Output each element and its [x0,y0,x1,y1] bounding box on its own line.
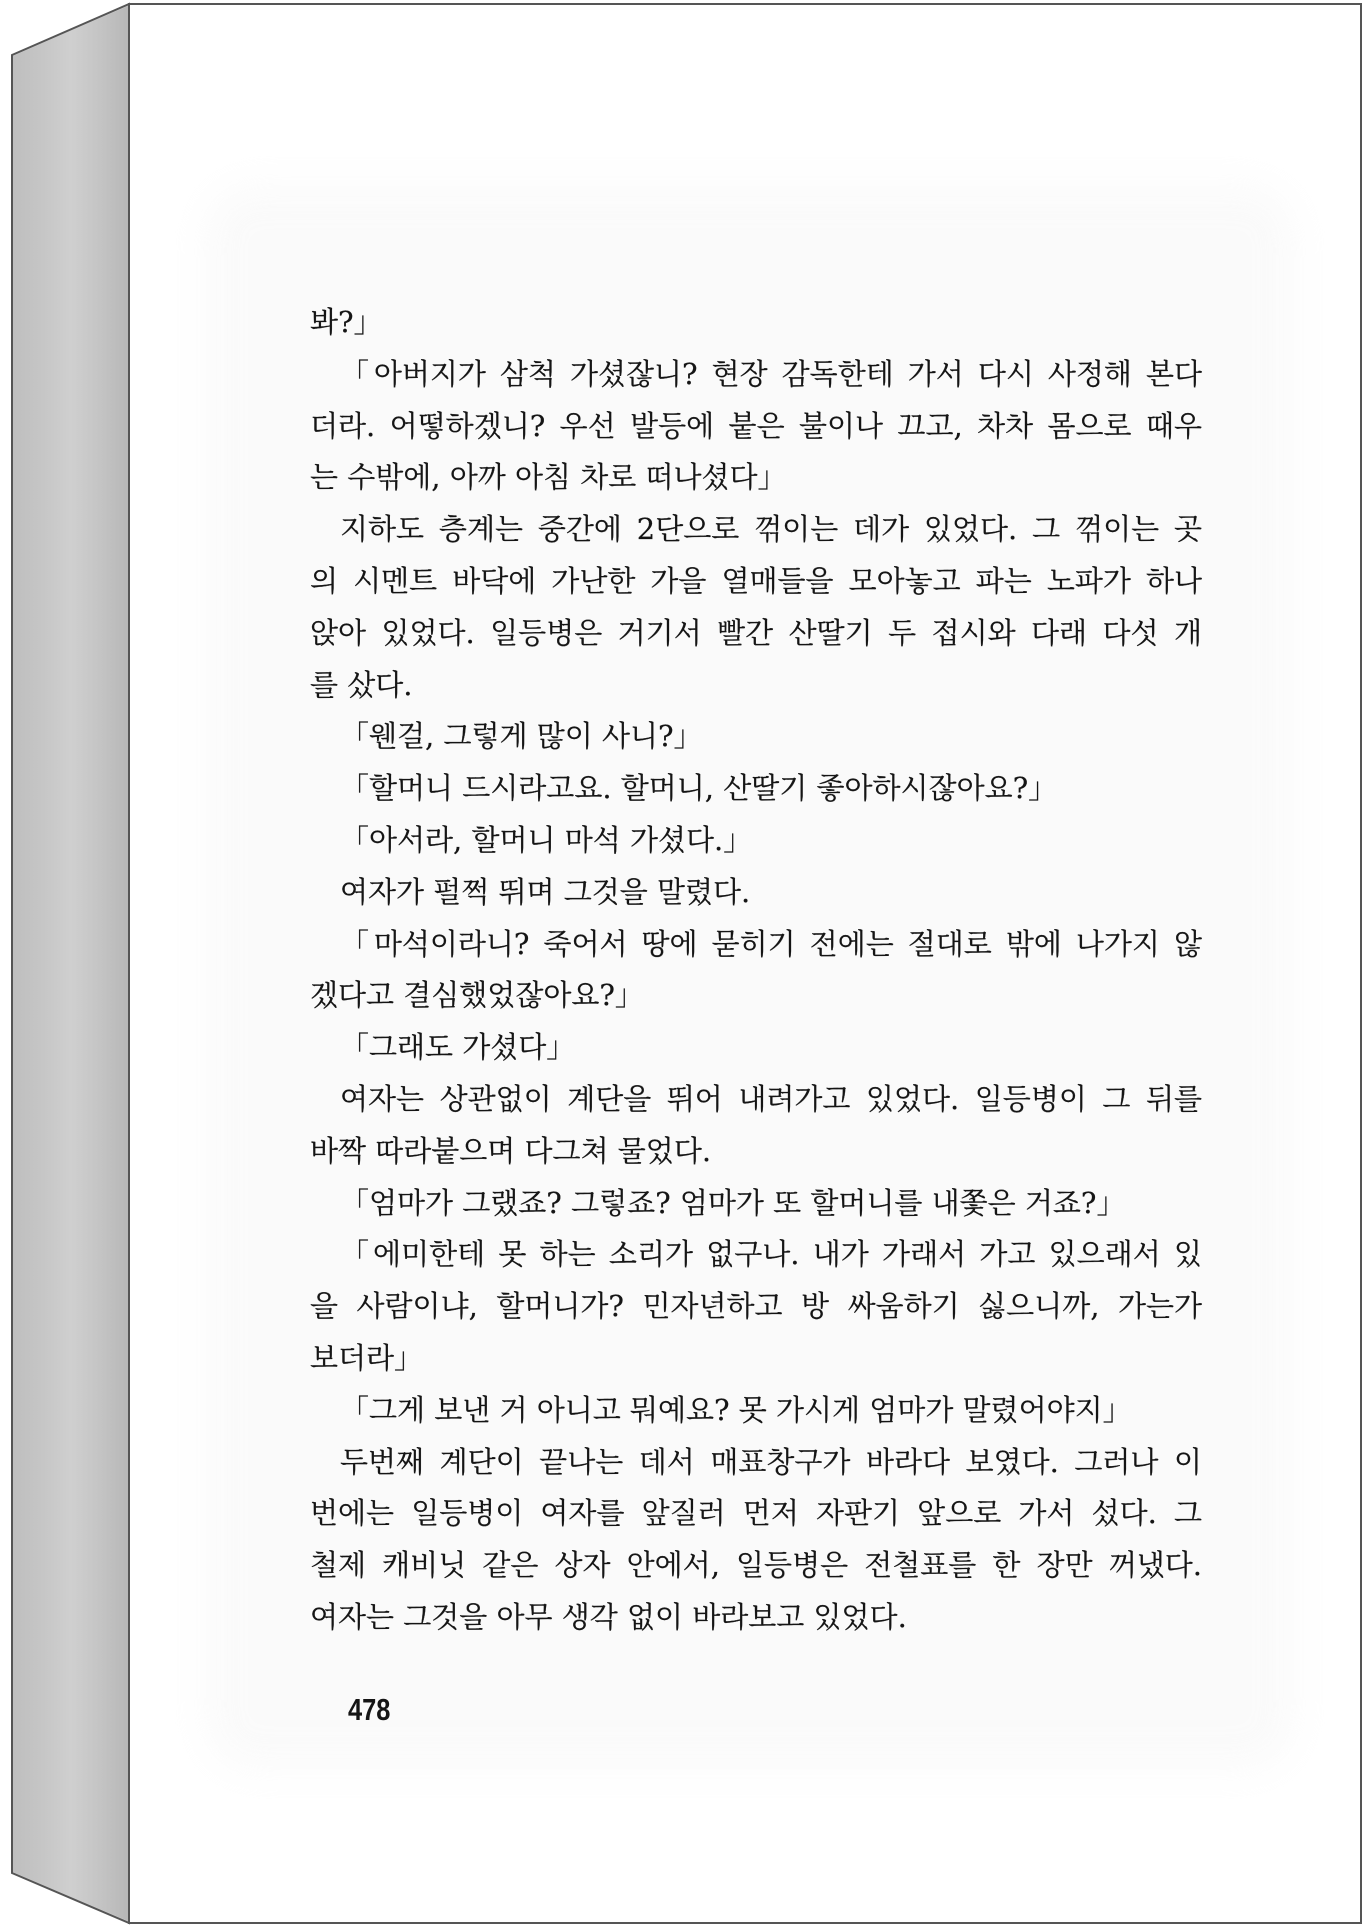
text-line: 봐?」 [310,305,383,339]
text-line: 겠다고 결심했었잖아요?」 [310,978,644,1013]
text-line: 「그래도 가셨다」 [340,1030,576,1065]
paragraph [310,763,1202,815]
text-line: 보더라」 [310,1340,424,1375]
paragraph [310,349,1202,504]
text-line: 는 수밖에, 아까 아침 차로 떠나셨다」 [310,460,787,495]
text-line: 두번째 계단이 끝나는 데서 매표창구가 바라다 보였다. 그러나 이 [340,1444,1202,1479]
text-line: 「웬걸, 그렇게 많이 사니?」 [340,719,703,754]
text-line: 「마석이라니? 죽어서 땅에 묻히기 전에는 절대로 밖에 나가지 않 [340,926,1202,961]
text-line: 바짝 따라붙으며 다그쳐 물었다. [310,1133,712,1168]
text-line: 「에미한테 못 하는 소리가 없구나. 내가 가래서 가고 있으래서 있 [340,1237,1202,1272]
paragraph [310,919,1202,1023]
paragraph [310,1074,1202,1178]
text-line: 여자는 그것을 아무 생각 없이 바라보고 있었다. [310,1599,907,1634]
paragraph [310,1385,1202,1437]
text-line: 앉아 있었다. 일등병은 거기서 빨간 산딸기 두 접시와 다래 다섯 개 [310,615,1202,650]
paragraph [310,815,1202,867]
text-line: 철제 캐비닛 같은 상자 안에서, 일등병은 전철표를 한 장만 꺼냈다. [310,1548,1202,1583]
paragraph [310,1022,1202,1074]
text-line: 여자는 상관없이 계단을 뛰어 내려가고 있었다. 일등병이 그 뒤를 [340,1081,1202,1116]
page-number: 478 [348,1692,391,1727]
paragraph [310,711,1202,763]
page-body-text [310,297,1202,1644]
text-line: 「그게 보낸 거 아니고 뭐예요? 못 가시게 엄마가 말렸어야지」 [340,1392,1132,1427]
paragraph [310,867,1202,919]
text-line: 지하도 층계는 중간에 2단으로 꺾이는 데가 있었다. 그 꺾이는 곳 [340,512,1202,547]
paragraph [310,297,1202,349]
book-spine-shading [13,6,128,1921]
paragraph [310,504,1202,711]
text-line: 「엄마가 그랬죠? 그렇죠? 엄마가 또 할머니를 내쫓은 거죠?」 [340,1185,1126,1220]
paragraph [310,1178,1202,1230]
text-line: 를 샀다. [310,667,413,702]
text-line: 을 사람이냐, 할머니가? 민자년하고 방 싸움하기 싫으니까, 가는가 [310,1289,1202,1324]
paragraph [310,1437,1202,1644]
text-line: 「할머니 드시라고요. 할머니, 산딸기 좋아하시잖아요?」 [340,771,1058,806]
text-line: 번에는 일등병이 여자를 앞질러 먼저 자판기 앞으로 가서 섰다. 그 [310,1496,1202,1531]
paragraph [310,1229,1202,1384]
text-line: 더라. 어떻하겠니? 우선 발등에 붙은 불이나 끄고, 차차 몸으로 때우 [310,408,1202,443]
text-line: 「아버지가 삼척 가셨잖니? 현장 감독한테 가서 다시 사정해 본다 [340,356,1202,391]
text-line: 「아서라, 할머니 마석 가셨다.」 [340,822,753,857]
text-line: 의 시멘트 바닥에 가난한 가을 열매들을 모아놓고 파는 노파가 하나 [310,563,1202,598]
text-line: 여자가 펄쩍 뛰며 그것을 말렸다. [340,874,751,909]
